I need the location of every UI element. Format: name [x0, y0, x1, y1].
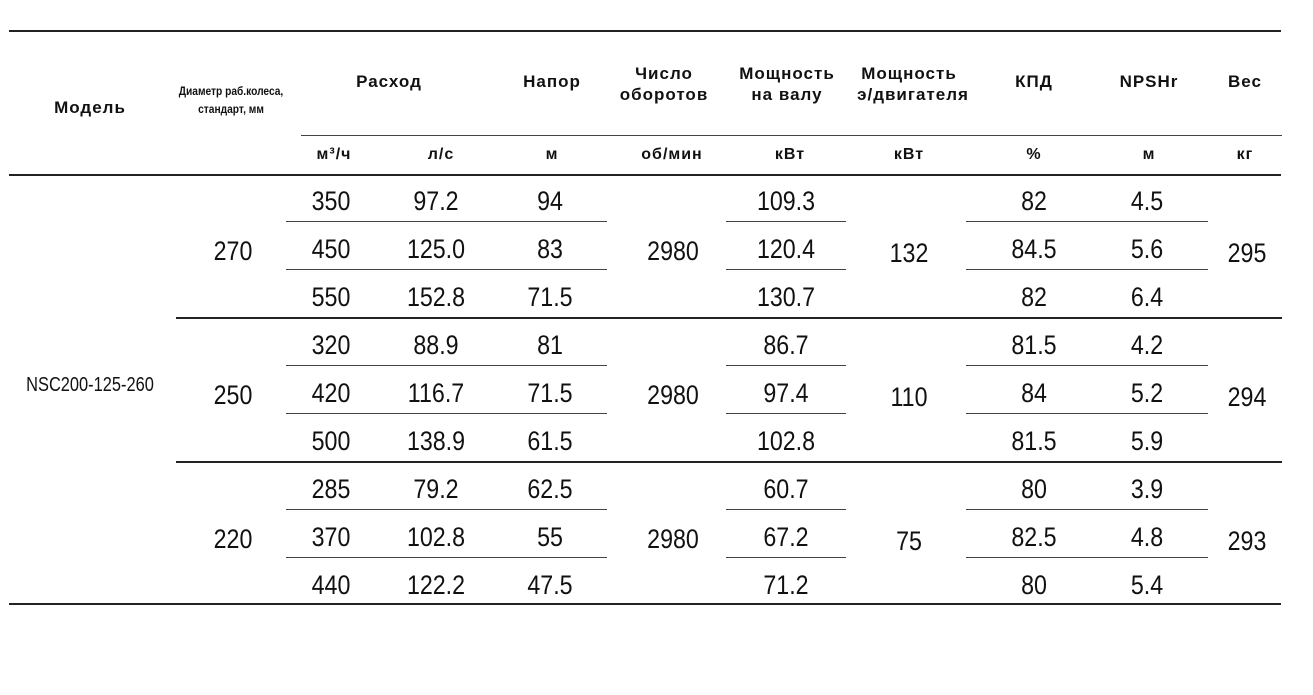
- speed-value: 2980: [647, 236, 699, 266]
- cell-efficiency: 80: [1021, 474, 1047, 504]
- cell-flow-m3h: 320: [311, 330, 351, 360]
- impeller-diameter: 220: [213, 524, 253, 554]
- cell-head: 47.5: [527, 570, 573, 600]
- cell-flow-m3h: 350: [311, 186, 351, 216]
- group-divider-2: [176, 461, 1282, 463]
- header-motor-power-line2: э/двигателя: [857, 85, 969, 104]
- row-rule-flow-head: [286, 221, 607, 222]
- unit-efficiency: %: [1026, 146, 1042, 163]
- cell-shaft-power: 71.2: [763, 570, 809, 600]
- unit-head: м: [545, 146, 559, 163]
- speed-value: 2980: [647, 380, 699, 410]
- row-rule-shaft-power: [726, 557, 846, 558]
- unit-npshr: м: [1142, 146, 1156, 163]
- header-efficiency: КПД: [1015, 72, 1053, 91]
- cell-head: 81: [537, 330, 563, 360]
- cell-efficiency: 84: [1021, 378, 1047, 408]
- header-shaft-power-line2: на валу: [751, 85, 823, 104]
- weight-value: 294: [1227, 382, 1267, 412]
- cell-head: 71.5: [527, 282, 573, 312]
- motor-power-value: 110: [890, 382, 928, 412]
- group-divider-1: [176, 317, 1282, 319]
- cell-flow-ls: 79.2: [413, 474, 459, 504]
- cell-npshr: 6.4: [1130, 282, 1164, 312]
- cell-efficiency: 81.5: [1011, 426, 1057, 456]
- cell-efficiency: 82: [1021, 186, 1047, 216]
- cell-efficiency: 82.5: [1011, 522, 1057, 552]
- table-top-rule: [9, 30, 1281, 32]
- cell-efficiency: 80: [1021, 570, 1047, 600]
- header-motor-power-line1: Мощность: [861, 64, 957, 83]
- row-rule-shaft-power: [726, 221, 846, 222]
- motor-power-value: 132: [889, 238, 929, 268]
- cell-head: 94: [537, 186, 563, 216]
- header-shaft-power-line1: Мощность: [739, 64, 835, 83]
- motor-power-value: 75: [896, 526, 922, 556]
- header-flow: Расход: [356, 72, 422, 91]
- cell-flow-m3h: 285: [311, 474, 351, 504]
- row-rule-flow-head: [286, 557, 607, 558]
- unit-speed: об/мин: [641, 146, 703, 163]
- row-rule-flow-head: [286, 509, 607, 510]
- cell-efficiency: 84.5: [1011, 234, 1057, 264]
- cell-flow-ls: 116.7: [407, 378, 465, 408]
- cell-flow-m3h: 420: [311, 378, 351, 408]
- cell-shaft-power: 120.4: [756, 234, 816, 264]
- cell-npshr: 4.8: [1130, 522, 1164, 552]
- header-npshr: NPSHr: [1119, 72, 1179, 91]
- cell-head: 61.5: [527, 426, 573, 456]
- cell-shaft-power: 86.7: [763, 330, 809, 360]
- row-rule-shaft-power: [726, 365, 846, 366]
- row-rule-efficiency-npshr: [966, 509, 1208, 510]
- unit-shaft-power: кВт: [774, 146, 806, 163]
- row-rule-shaft-power: [726, 269, 846, 270]
- cell-flow-ls: 122.2: [406, 570, 466, 600]
- unit-weight: кг: [1236, 146, 1254, 163]
- header-bottom-rule: [9, 174, 1281, 176]
- cell-shaft-power: 60.7: [763, 474, 809, 504]
- row-rule-shaft-power: [726, 509, 846, 510]
- header-speed-line2: оборотов: [619, 85, 709, 104]
- row-rule-efficiency-npshr: [966, 557, 1208, 558]
- weight-value: 295: [1227, 238, 1267, 268]
- cell-npshr: 5.4: [1130, 570, 1164, 600]
- cell-npshr: 5.9: [1130, 426, 1164, 456]
- cell-npshr: 4.5: [1130, 186, 1164, 216]
- speed-value: 2980: [647, 524, 699, 554]
- cell-flow-m3h: 550: [311, 282, 351, 312]
- row-rule-efficiency-npshr: [966, 413, 1208, 414]
- cell-flow-ls: 97.2: [413, 186, 459, 216]
- cell-efficiency: 82: [1021, 282, 1047, 312]
- cell-shaft-power: 130.7: [756, 282, 816, 312]
- cell-efficiency: 81.5: [1011, 330, 1057, 360]
- unit-flow-m3h: м³/ч: [316, 146, 352, 163]
- cell-npshr: 4.2: [1130, 330, 1164, 360]
- cell-flow-m3h: 500: [311, 426, 351, 456]
- unit-flow-ls: л/с: [427, 146, 455, 163]
- row-rule-efficiency-npshr: [966, 365, 1208, 366]
- unit-motor-power: кВт: [893, 146, 925, 163]
- table-bottom-rule: [9, 603, 1281, 605]
- cell-npshr: 5.2: [1130, 378, 1164, 408]
- row-rule-flow-head: [286, 413, 607, 414]
- cell-head: 55: [537, 522, 563, 552]
- cell-flow-m3h: 440: [311, 570, 351, 600]
- cell-npshr: 5.6: [1130, 234, 1164, 264]
- header-impeller-line2: стандарт, мм: [198, 102, 264, 116]
- cell-flow-ls: 102.8: [406, 522, 466, 552]
- impeller-diameter: 250: [213, 380, 253, 410]
- header-model: Модель: [54, 98, 126, 117]
- row-rule-flow-head: [286, 365, 607, 366]
- header-speed-line1: Число: [635, 64, 693, 83]
- cell-flow-ls: 138.9: [406, 426, 466, 456]
- model-name: NSC200-125-260: [26, 374, 154, 396]
- impeller-diameter: 270: [213, 236, 253, 266]
- row-rule-efficiency-npshr: [966, 221, 1208, 222]
- cell-flow-ls: 125.0: [406, 234, 466, 264]
- header-weight: Вес: [1228, 72, 1262, 91]
- cell-flow-m3h: 450: [311, 234, 351, 264]
- cell-npshr: 3.9: [1130, 474, 1164, 504]
- cell-shaft-power: 109.3: [756, 186, 816, 216]
- weight-value: 293: [1227, 526, 1267, 556]
- cell-head: 83: [537, 234, 563, 264]
- row-rule-shaft-power: [726, 413, 846, 414]
- cell-head: 62.5: [527, 474, 573, 504]
- header-impeller-line1: Диаметр раб.колеса,: [178, 84, 284, 98]
- cell-shaft-power: 67.2: [763, 522, 809, 552]
- cell-shaft-power: 102.8: [756, 426, 816, 456]
- cell-head: 71.5: [527, 378, 573, 408]
- cell-flow-ls: 88.9: [413, 330, 459, 360]
- cell-flow-ls: 152.8: [406, 282, 466, 312]
- units-top-rule: [301, 135, 1282, 136]
- header-head: Напор: [523, 72, 581, 91]
- cell-shaft-power: 97.4: [763, 378, 809, 408]
- cell-flow-m3h: 370: [311, 522, 351, 552]
- row-rule-flow-head: [286, 269, 607, 270]
- row-rule-efficiency-npshr: [966, 269, 1208, 270]
